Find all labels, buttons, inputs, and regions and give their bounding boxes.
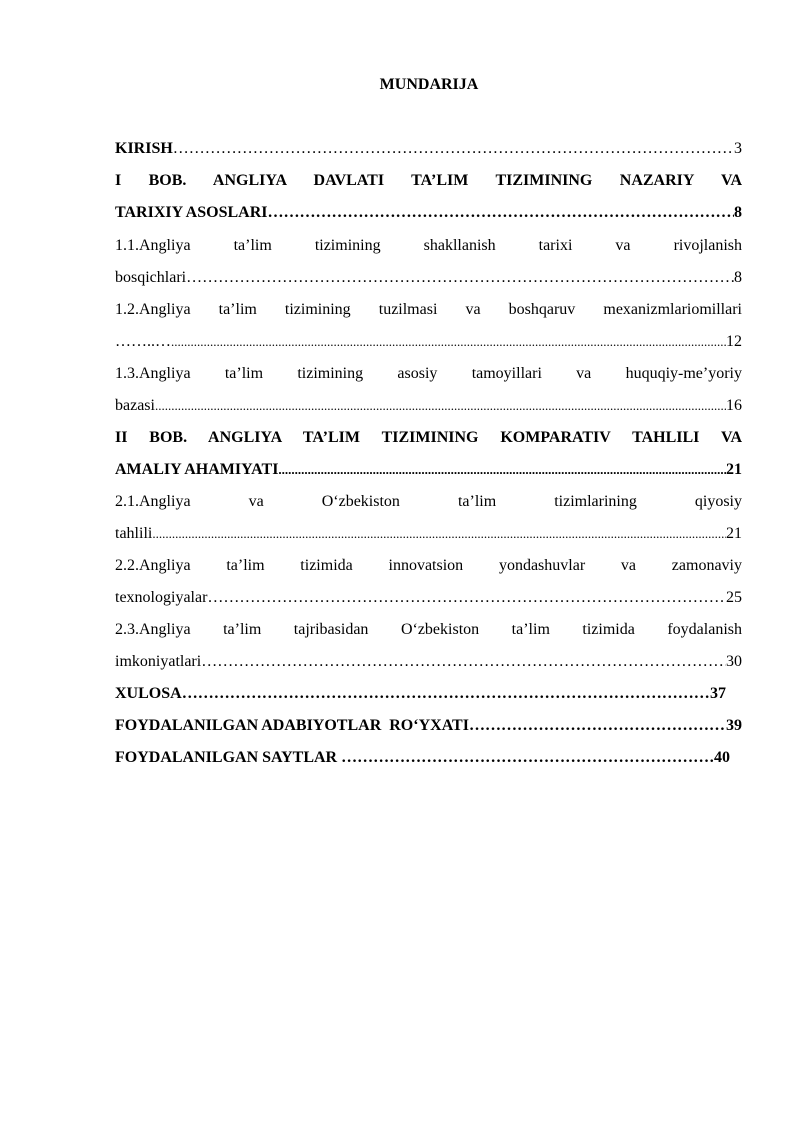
toc-entry-2-1[interactable]: [115, 518, 742, 550]
dot-leader: [171, 326, 726, 358]
toc-entry-2-3[interactable]: [115, 646, 742, 678]
dot-leader: [155, 390, 726, 422]
toc-entry-text: bazasi: [115, 397, 155, 414]
toc-entry-sites[interactable]: [115, 742, 730, 774]
toc-page-number: 12: [726, 333, 742, 350]
toc-entry-conclusion[interactable]: [115, 678, 726, 710]
toc-entry-text: ……..…: [115, 333, 171, 350]
dot-leader: [207, 582, 726, 614]
toc-entry-text: tahlili: [115, 525, 153, 542]
toc-entry-references[interactable]: [115, 710, 742, 742]
toc-page-number: 8: [734, 269, 742, 286]
toc-page-number: 3: [734, 140, 742, 157]
toc-entry-1-1-title[interactable]: 1.1.Angliya ta’lim tizimining shakllanish tarixi va rivojlanish: [115, 237, 742, 254]
toc-page-number: 21: [726, 461, 742, 478]
toc-entry-1-2-title[interactable]: 1.2.Angliya ta’lim tizimining tuzilmasi va boshqaruv mexanizmlariomillari: [115, 301, 742, 318]
toc-page-number: 40: [714, 749, 730, 766]
dot-leader: [201, 646, 726, 678]
toc-page-number: 37: [710, 685, 726, 702]
toc-entry-2-1-title[interactable]: 2.1.Angliya va O‘zbekiston ta’lim tizimlarining qiyosiy: [115, 493, 742, 510]
toc-entry-1-2[interactable]: [115, 326, 742, 358]
toc-entry-2-2-title[interactable]: 2.2.Angliya ta’lim tizimida innovatsion yondashuvlar va zamonaviy: [115, 557, 742, 574]
toc-page-number: 8: [734, 204, 742, 221]
toc-entry-text: texnologiyalar: [115, 589, 208, 606]
toc-entry-text: AMALIY AHAMIYATI: [115, 461, 279, 478]
dot-leader: [278, 454, 726, 486]
page-title: MUNDARIJA: [379, 76, 479, 93]
toc-entry-1-3[interactable]: [115, 390, 742, 422]
toc-entry-text: TARIXIY ASOSLARI: [115, 204, 268, 221]
toc-entry-text: KIRISH: [115, 140, 173, 157]
dot-leader: [469, 710, 726, 742]
dot-leader: [152, 518, 726, 550]
toc-entry-text: FOYDALANILGAN SAYTLAR: [115, 749, 342, 766]
table-of-contents: [115, 133, 742, 774]
toc-page-number: 30: [726, 653, 742, 670]
toc-entry-chapter1[interactable]: [115, 197, 742, 229]
toc-entry-1-3-title[interactable]: 1.3.Angliya ta’lim tizimining asosiy tamoyillari va huquqiy-me’yoriy: [115, 365, 742, 382]
toc-page-number: 16: [726, 397, 742, 414]
toc-entry-text: bosqichlari: [115, 269, 187, 286]
toc-entry-chapter2[interactable]: [115, 454, 742, 486]
dot-leader: [182, 678, 710, 710]
toc-entry-intro[interactable]: [115, 133, 742, 165]
toc-page-number: 39: [726, 717, 742, 734]
toc-entry-chapter1-title[interactable]: I BOB. ANGLIYA DAVLATI TA’LIM TIZIMINING NAZARIY VA: [115, 172, 742, 189]
toc-page-number: 25: [726, 589, 742, 606]
toc-entry-1-1[interactable]: [115, 262, 742, 294]
toc-entry-2-3-title[interactable]: 2.3.Angliya ta’lim tajribasidan O‘zbekiston ta’lim tizimida foydalanish: [115, 621, 742, 638]
dot-leader: [173, 133, 734, 165]
dot-leader: [186, 262, 734, 294]
toc-entry-text: imkoniyatlari: [115, 653, 202, 670]
toc-entry-chapter2-title[interactable]: II BOB. ANGLIYA TA’LIM TIZIMINING KOMPARATIV TAHLILI VA: [115, 429, 742, 446]
toc-entry-text: XULOSA: [115, 685, 182, 702]
toc-entry-2-2[interactable]: [115, 582, 742, 614]
toc-page-number: 21: [726, 525, 742, 542]
toc-entry-text: FOYDALANILGAN ADABIYOTLAR RO‘YXATI: [115, 717, 469, 734]
dot-leader: [267, 197, 734, 229]
dot-leader: [341, 742, 714, 774]
